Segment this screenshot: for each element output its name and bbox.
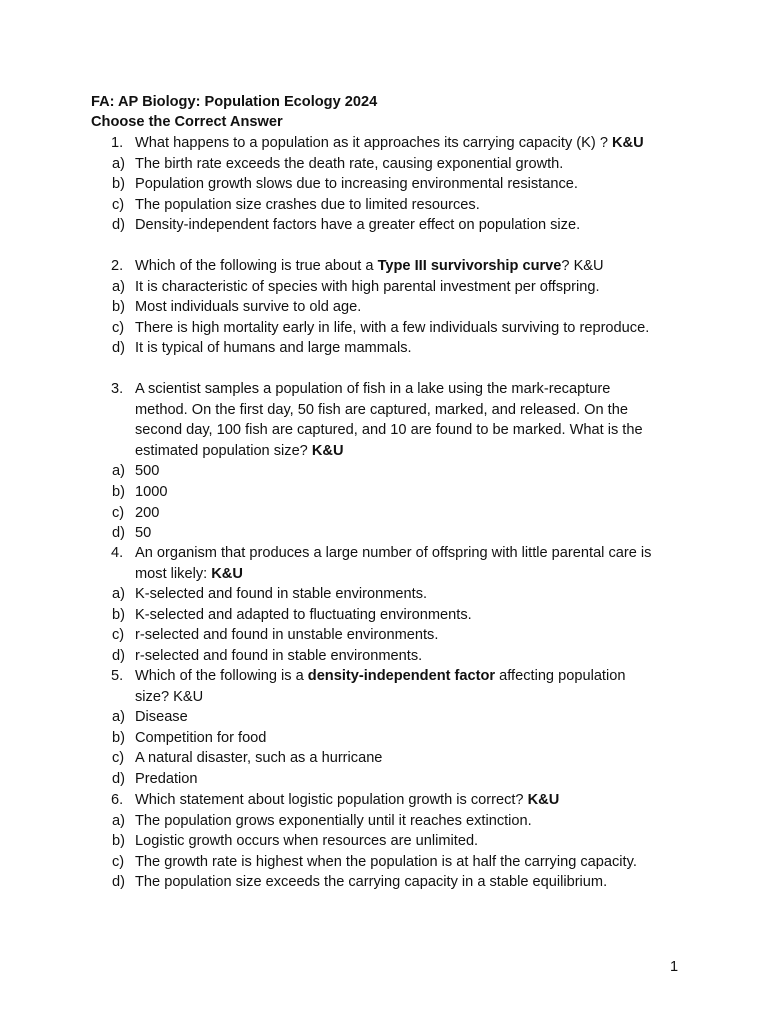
option-text: It is typical of humans and large mammals. — [135, 340, 412, 357]
option-letter: a) — [112, 812, 125, 829]
question-text — [135, 666, 625, 686]
option-letter: c) — [112, 504, 125, 521]
option-letter: d) — [112, 874, 125, 891]
question-text-bold: K&U — [211, 565, 243, 582]
question-number: 5. — [111, 668, 124, 684]
option-letter: a) — [112, 155, 125, 172]
option-letter: a) — [112, 586, 125, 603]
question-text — [135, 564, 243, 584]
question-text — [135, 256, 604, 276]
question-text-segment: size? K&U — [135, 688, 204, 705]
option-text: Density-independent factors have a greater effect on population size. — [135, 217, 581, 234]
option-letter: c) — [112, 319, 125, 336]
question-text-bold: K&U — [612, 135, 644, 151]
question-text — [135, 790, 559, 810]
question-text-segment: Which of the following is true about a — [135, 258, 378, 274]
document-subtitle: Choose the Correct Answer — [91, 114, 283, 130]
option-text: Logistic growth occurs when resources are unlimited. — [135, 833, 479, 850]
option-letter: a) — [112, 709, 125, 726]
question-text-segment: second day, 100 fish are captured, and 10 are found to be marked. What is the — [135, 422, 643, 439]
option-text: Most individuals survive to old age. — [135, 299, 362, 316]
document-title: FA: AP Biology: Population Ecology 2024 — [91, 94, 378, 110]
question-text-bold: K&U — [527, 792, 560, 808]
option-text: K-selected and adapted to fluctuating environments. — [135, 606, 472, 623]
option-letter: a) — [112, 278, 125, 295]
question-text — [135, 543, 651, 563]
option-text: 200 — [135, 504, 160, 521]
question-text-segment: affecting population — [495, 668, 626, 684]
option-letter: b) — [112, 176, 125, 193]
page-number: 1 — [670, 959, 679, 975]
option-letter: b) — [112, 484, 125, 500]
question-text — [135, 379, 610, 399]
question-text-bold: K&U — [311, 442, 344, 459]
option-text: It is characteristic of species with high parental investment per offspring. — [135, 278, 600, 295]
question-text-segment: estimated population size? — [135, 442, 312, 459]
question-text-segment: What happens to a population as it approaches its carrying capacity (K) ? — [135, 135, 612, 151]
question-number: 6. — [111, 792, 124, 808]
question-text-segment: An organism that produces a large number of offspring with little parental care is — [135, 545, 652, 561]
option-letter: a) — [112, 463, 125, 480]
option-letter: d) — [112, 340, 125, 357]
option-text: Population growth slows due to increasing environmental resistance. — [135, 176, 578, 193]
question-number: 4. — [111, 545, 124, 561]
question-text-segment: method. On the first day, 50 fish are captured, marked, and released. On the — [135, 401, 628, 418]
option-letter: d) — [112, 525, 125, 542]
question-text-segment: Which statement about logistic population growth is correct? — [135, 792, 528, 808]
question-text-segment: Which of the following is a — [135, 668, 308, 684]
option-text: r-selected and found in unstable environments. — [135, 627, 439, 644]
option-text: 500 — [135, 463, 160, 480]
question-text — [135, 400, 628, 420]
option-letter: d) — [112, 771, 125, 787]
question-text — [135, 420, 643, 440]
option-letter: b) — [112, 833, 125, 850]
option-letter: b) — [112, 729, 125, 746]
question-text — [135, 133, 644, 153]
option-text: 50 — [135, 525, 152, 542]
question-number: 2. — [111, 258, 124, 274]
option-text: r-selected and found in stable environments. — [135, 648, 423, 664]
option-text: The growth rate is highest when the population is at half the carrying capacity. — [135, 853, 637, 870]
option-text: K-selected and found in stable environments. — [135, 586, 428, 603]
question-text-bold: density-independent factor — [307, 668, 496, 684]
option-letter: c) — [112, 853, 125, 870]
option-text: Predation — [135, 771, 198, 787]
option-letter: d) — [112, 217, 125, 234]
option-letter: d) — [112, 648, 125, 664]
option-text: The birth rate exceeds the death rate, causing exponential growth. — [135, 155, 564, 172]
option-text: A natural disaster, such as a hurricane — [135, 750, 383, 767]
question-text — [135, 441, 343, 461]
question-text-segment: A scientist samples a population of fish in a lake using the mark-recapture — [135, 381, 611, 397]
question-text-segment: most likely: — [135, 565, 212, 582]
question-number: 3. — [111, 381, 124, 397]
question-number: 1. — [111, 135, 124, 151]
option-text: The population size crashes due to limited resources. — [135, 196, 480, 213]
option-text: The population grows exponentially until it reaches extinction. — [135, 812, 532, 829]
option-text: Disease — [135, 709, 188, 726]
option-text: There is high mortality early in life, with a few individuals surviving to reproduce. — [135, 319, 650, 336]
question-text-bold: Type III survivorship curve — [377, 258, 562, 274]
option-text: The population size exceeds the carrying capacity in a stable equilibrium. — [135, 874, 608, 891]
question-text-segment: ? K&U — [561, 258, 604, 274]
option-letter: c) — [112, 750, 125, 767]
question-text — [135, 687, 203, 707]
option-text: Competition for food — [135, 729, 267, 746]
option-letter: c) — [112, 196, 125, 213]
option-letter: b) — [112, 606, 125, 623]
option-letter: b) — [112, 299, 125, 316]
option-text: 1000 — [135, 484, 168, 500]
option-letter: c) — [112, 627, 125, 644]
